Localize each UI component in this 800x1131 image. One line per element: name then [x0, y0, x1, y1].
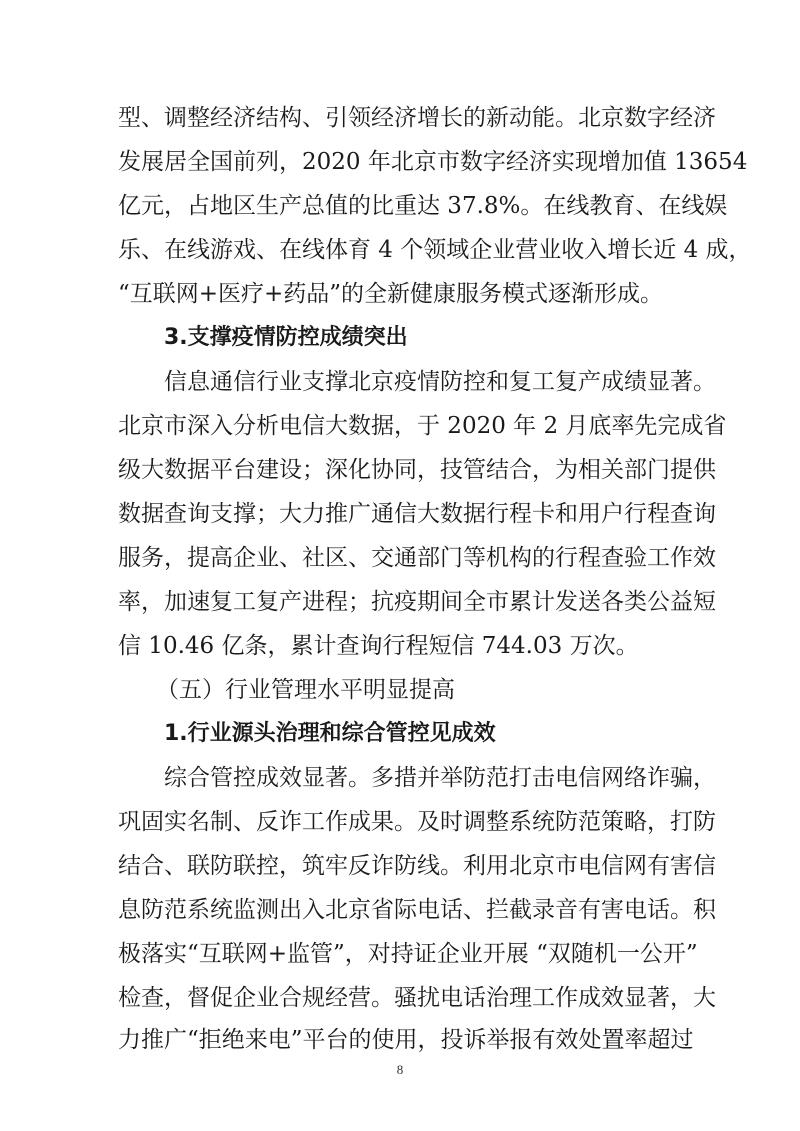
paragraph-line: 型、调整经济结构、引领经济增长的新动能。北京数字经济 — [118, 105, 716, 131]
section-heading: 3.支撑疫情防控成绩突出 — [164, 325, 408, 350]
paragraph-line: 北京市深入分析电信大数据，于 2020 年 2 月底率先完成省 — [118, 413, 727, 439]
chapter-heading: （五）行业管理水平明显提高 — [156, 677, 455, 703]
paragraph-line: 息防范系统监测出入北京省际电话、拦截录音有害电话。积 — [118, 897, 716, 923]
paragraph-line: “互联网+医疗+药品”的全新健康服务模式逐渐形成。 — [118, 281, 664, 307]
paragraph-line: 巩固实名制、反诈工作成果。及时调整系统防范策略，打防 — [118, 809, 716, 835]
paragraph-line: 发展居全国前列，2020 年北京市数字经济实现增加值 13654 — [118, 149, 748, 175]
paragraph-line: 力推广“拒绝来电”平台的使用，投诉举报有效处置率超过 — [118, 1027, 694, 1053]
paragraph-line: 结合、联防联控，筑牢反诈防线。利用北京市电信网有害信 — [118, 853, 716, 879]
paragraph-line: 信 10.46 亿条，累计查询行程短信 744.03 万次。 — [118, 633, 639, 659]
paragraph-line: 数据查询支撑；大力推广通信大数据行程卡和用户行程查询 — [118, 501, 716, 527]
section-heading: 1.行业源头治理和综合管控见成效 — [164, 721, 496, 746]
paragraph-line: 信息通信行业支撑北京疫情防控和复工复产成绩显著。 — [164, 369, 716, 395]
paragraph-line: 级大数据平台建设；深化协同，技管结合，为相关部门提供 — [118, 457, 716, 483]
paragraph-line: 服务，提高企业、社区、交通部门等机构的行程查验工作效 — [118, 545, 716, 571]
page-number: 8 — [396, 1062, 404, 1077]
paragraph-line: 综合管控成效显著。多措并举防范打击电信网络诈骗， — [164, 765, 716, 791]
paragraph-line: 亿元，占地区生产总值的比重达 37.8%。在线教育、在线娱 — [118, 193, 728, 219]
paragraph-line: 检查，督促企业合规经营。骚扰电话治理工作成效显著，大 — [118, 985, 716, 1011]
paragraph-line: 率，加速复工复产进程；抗疫期间全市累计发送各类公益短 — [118, 589, 716, 615]
paragraph-line: 乐、在线游戏、在线体育 4 个领域企业营业收入增长近 4 成， — [118, 237, 752, 263]
paragraph-line: 极落实“互联网+监管”，对持证企业开展 “双随机一公开” — [118, 941, 698, 967]
